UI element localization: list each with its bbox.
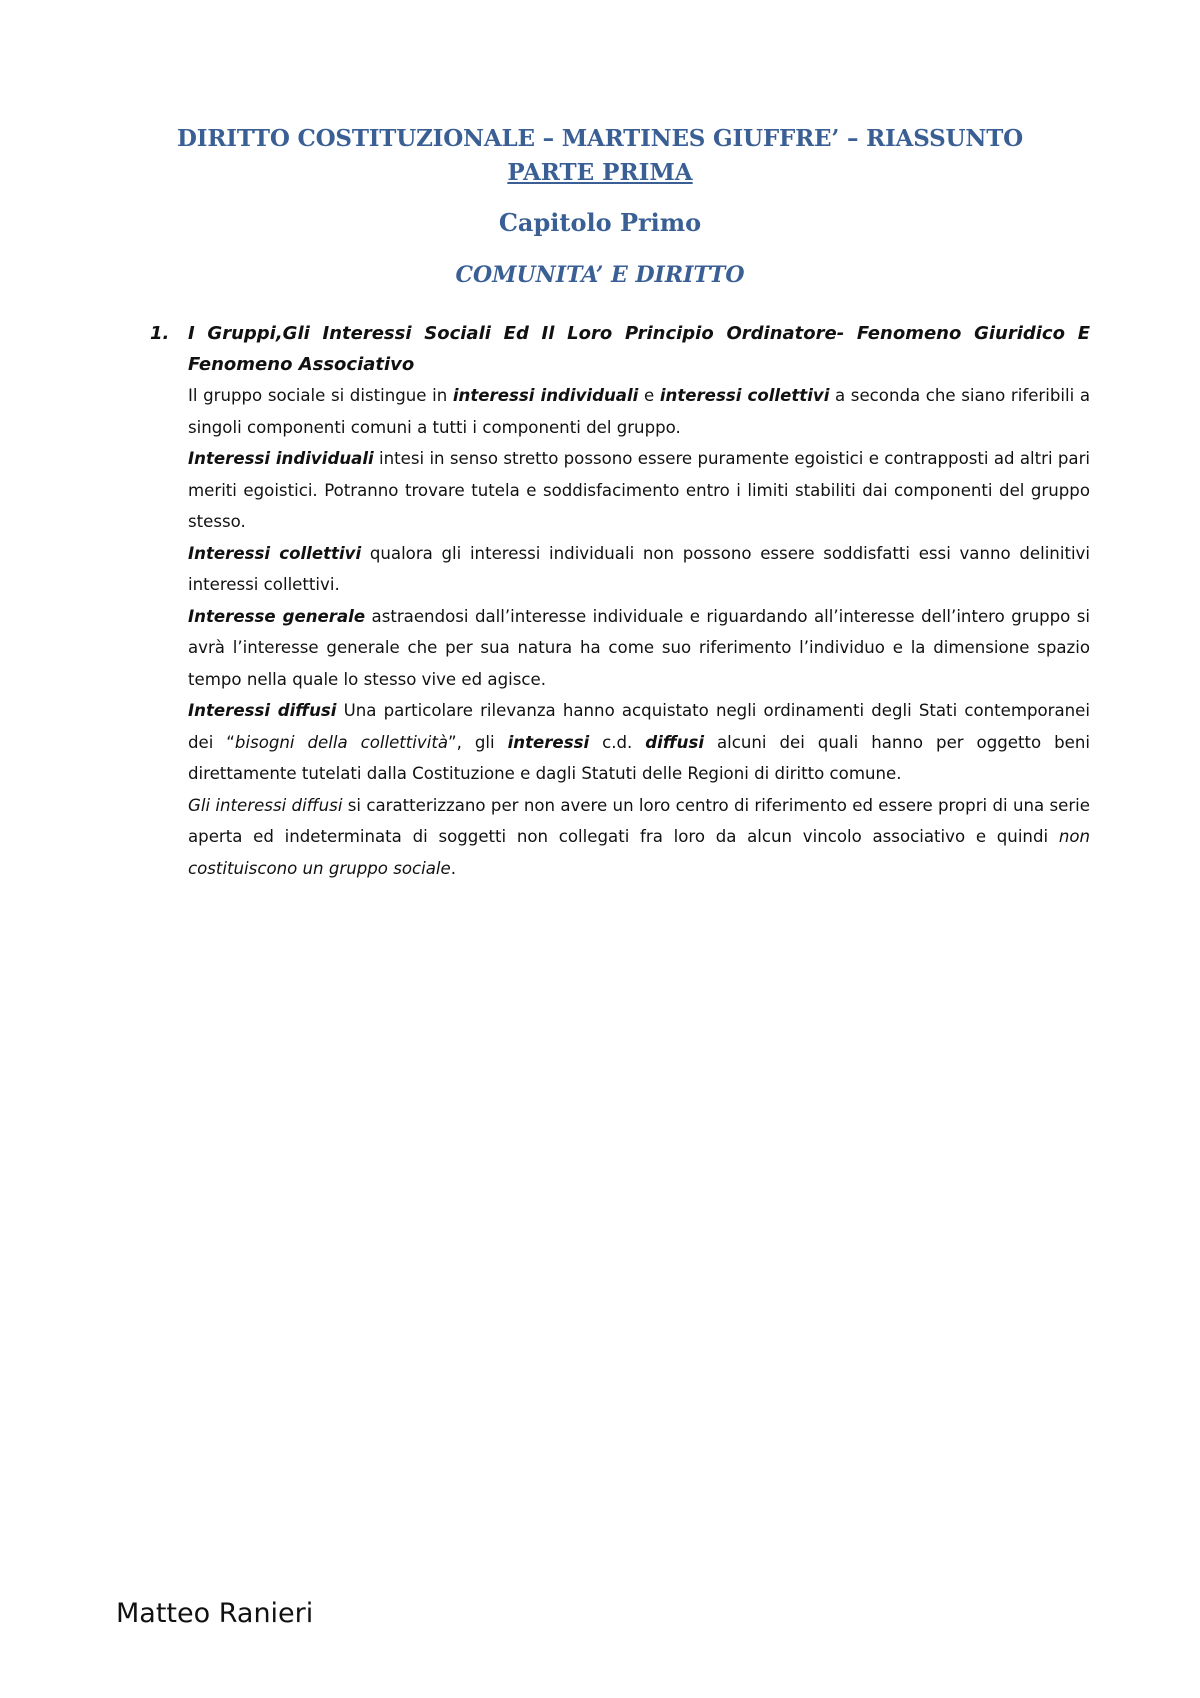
- text-run: a seconda che siano riferibili a singoli componenti comuni a tutti i componenti del gruppo.: [188, 386, 1090, 437]
- text-run: e: [638, 386, 660, 405]
- quoted-term: bisogni della collettività: [234, 732, 449, 752]
- part-title: PARTE PRIMA: [507, 159, 693, 186]
- text-run: intesi in senso stretto possono essere puramente egoistici e contrapposti ad altri pari meriti egoistici. Potranno trovare tutela e soddisfacimento entro i limiti stabiliti dai componenti del gruppo stesso.: [188, 449, 1090, 531]
- term-interessi-individuali: Interessi individuali: [188, 449, 374, 468]
- paragraph-gruppo-sociale: [188, 380, 1090, 443]
- term-interessi-collettivi: interessi collettivi: [659, 386, 830, 405]
- text-run: .: [450, 858, 457, 878]
- term-diffusi: diffusi: [645, 732, 705, 752]
- text-run: Il gruppo sociale si distingue in: [188, 386, 453, 405]
- paragraph-interessi-diffusi-caratteri: [188, 790, 1090, 885]
- text-run: si caratterizzano per non avere un loro centro di riferimento ed essere propri di una serie aperta ed indeterminata di soggetti non collegati fra loro da alcun vincolo associativo e quindi: [188, 795, 1091, 846]
- author-footer: Matteo Ranieri: [116, 1598, 314, 1629]
- document-title: DIRITTO COSTITUZIONALE – MARTINES GIUFFRE’ – RIASSUNTO: [177, 125, 1023, 152]
- chapter-title: COMUNITA’ E DIRITTO: [455, 262, 745, 288]
- chapter-label: Capitolo Primo: [498, 208, 702, 237]
- paragraph-interesse-generale: [188, 601, 1090, 696]
- text-run: alcuni dei quali hanno per oggetto beni direttamente tutelati dalla Costituzione e dagli Statuti delle Regioni di diritto comune.: [188, 732, 1090, 783]
- italic-term: non costituiscono un gruppo sociale: [188, 827, 1090, 878]
- term-interesse-generale: Interesse generale: [188, 606, 366, 626]
- term-interessi-diffusi: Interessi diffusi: [188, 701, 337, 720]
- section-1: [150, 318, 1090, 884]
- text-run: astraendosi dall’interesse individuale e riguardando all’interesse dell’intero gruppo si avrà l’interesse generale che per sua natura ha come suo riferimento l’individuo e la dimensione spazio tempo nella quale lo stesso vive ed agisce.: [188, 606, 1090, 689]
- term-interessi: interessi: [507, 732, 590, 752]
- text-run: c.d.: [589, 732, 646, 752]
- paragraph-interessi-collettivi: [188, 538, 1090, 601]
- text-run: qualora gli interessi individuali non possono essere soddisfatti essi vanno delinitivi interessi collettivi.: [188, 543, 1090, 594]
- text-run: ”, gli: [448, 732, 508, 752]
- section-body: [188, 318, 1090, 884]
- document-header: [0, 122, 1200, 190]
- paragraph-interessi-individuali: [188, 443, 1090, 538]
- text-run: Una particolare rilevanza hanno acquistato negli ordinamenti degli Stati contemporanei dei “: [188, 701, 1091, 752]
- section-number: 1.: [150, 323, 170, 344]
- section-heading: I Gruppi,Gli Interessi Sociali Ed Il Loro Principio Ordinatore- Fenomeno Giuridico E Fenomeno Associativo: [188, 323, 1090, 375]
- term-interessi-individuali: interessi individuali: [452, 386, 639, 405]
- term-interessi-collettivi: Interessi collettivi: [188, 543, 362, 563]
- paragraph-interessi-diffusi: [188, 695, 1090, 790]
- italic-term: Gli interessi diffusi: [188, 795, 343, 815]
